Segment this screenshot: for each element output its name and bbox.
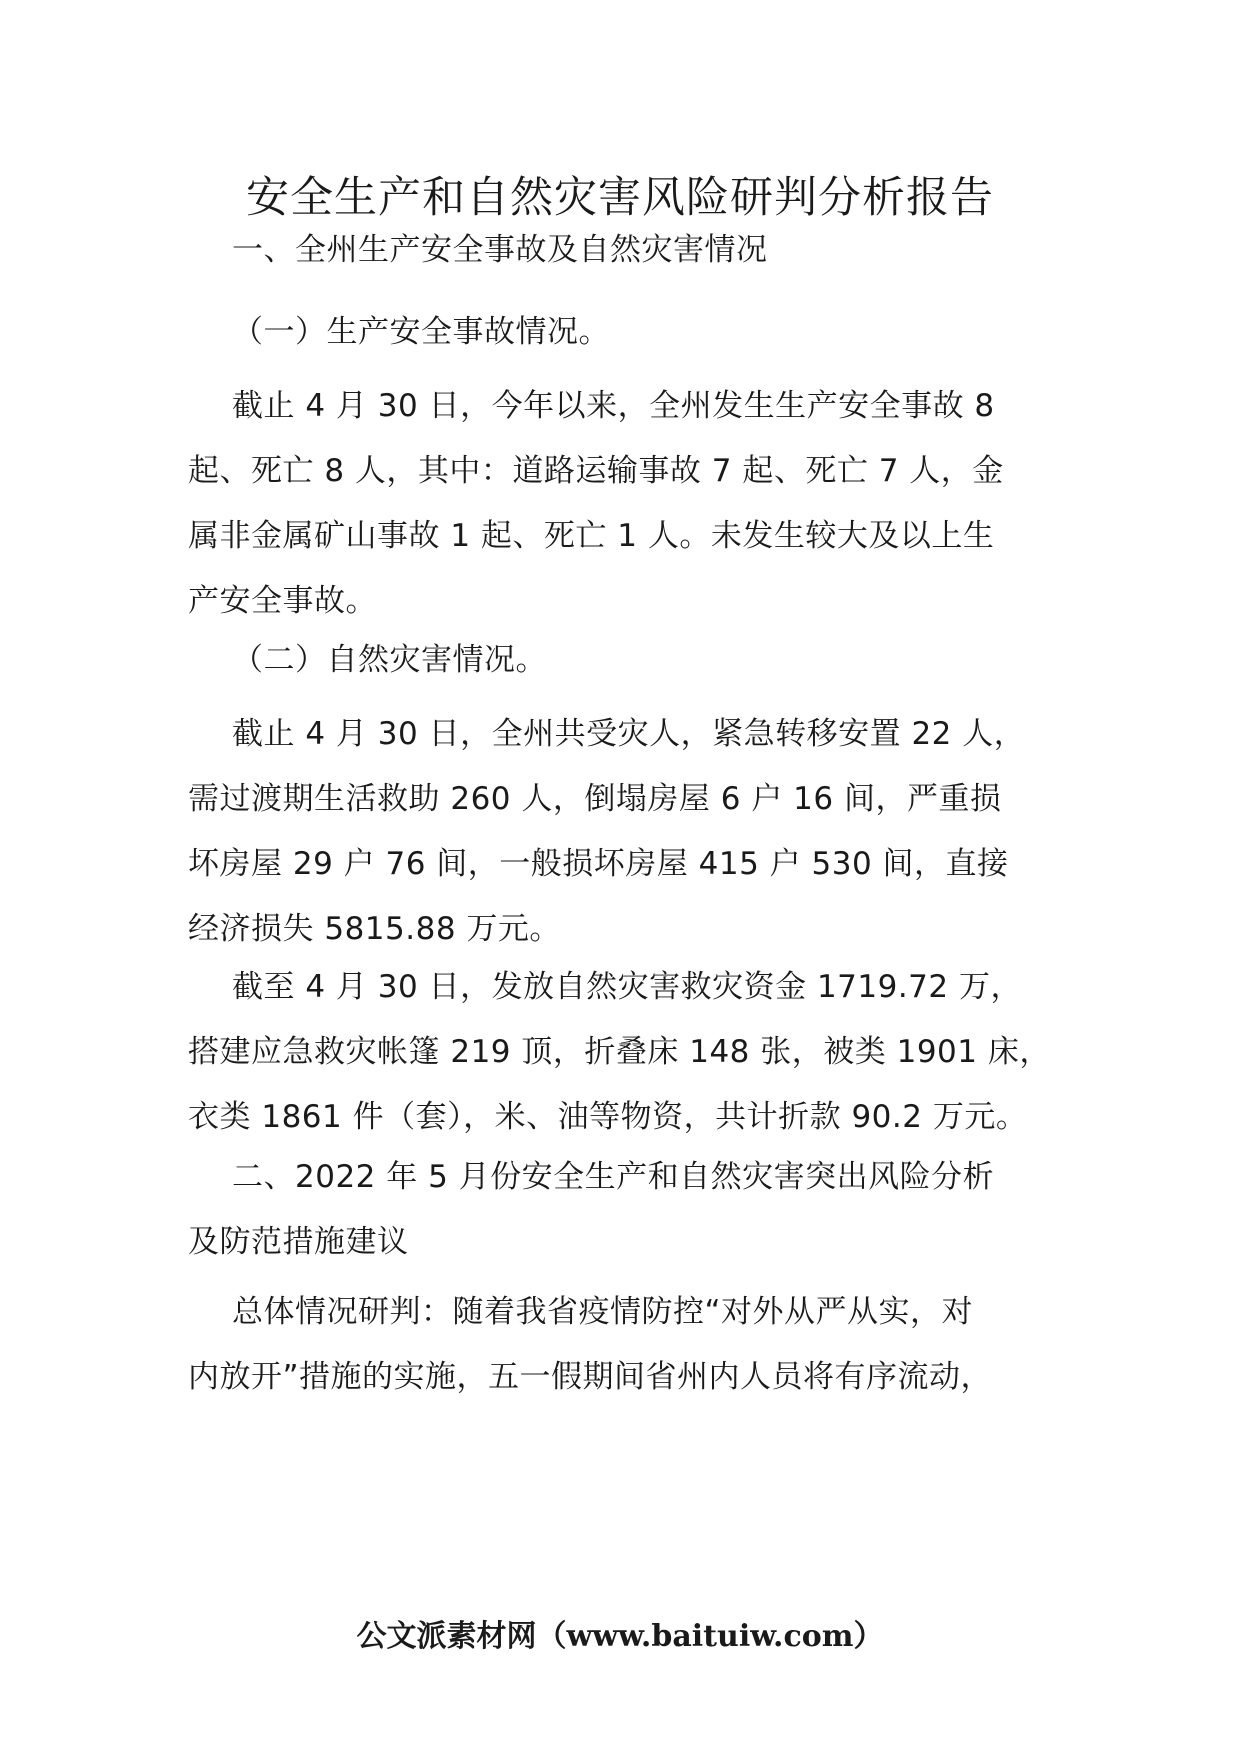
subsection-heading-1	[188, 300, 1088, 365]
text-line: （一）生产安全事故情况。	[232, 314, 610, 350]
footer-watermark-text: 公文派素材网（www.baituiw.com）	[356, 1619, 884, 1654]
text-line: 衣类 1861 件（套），米、油等物资，共计折款 90.2 万元。	[188, 1099, 1028, 1135]
text-line: 总体情况研判：随着我省疫情防控“对外从严从实，对	[232, 1294, 974, 1330]
section-heading-1	[188, 218, 1088, 283]
text-line: 截止 4 月 30 日，全州共受灾人，紧急转移安置 22 人，	[232, 716, 1026, 752]
text-line: 及防范措施建议	[188, 1224, 409, 1260]
text-line: 产安全事故。	[188, 583, 377, 619]
text-line: 搭建应急救灾帐篷 219 顶，折叠床 148 张，被类 1901 床，	[188, 1034, 1051, 1070]
text-line: 截止 4 月 30 日，今年以来，全州发生生产安全事故 8	[232, 388, 995, 424]
section-heading-2	[188, 1145, 1088, 1275]
text-line: 二、2022 年 5 月份安全生产和自然灾害突出风险分析	[232, 1159, 995, 1195]
text-line: 属非金属矿山事故 1 起、死亡 1 人。未发生较大及以上生	[188, 518, 995, 554]
text-line: 截至 4 月 30 日，发放自然灾害救灾资金 1719.72 万，	[232, 969, 1022, 1005]
text-line: 起、死亡 8 人，其中：道路运输事故 7 起、死亡 7 人，金	[188, 453, 1004, 489]
text-line: 一、全州生产安全事故及自然灾害情况	[232, 232, 768, 268]
paragraph-overall-assessment	[188, 1280, 1088, 1410]
subsection-heading-2	[188, 628, 1088, 693]
text-line: 需过渡期生活救助 260 人，倒塌房屋 6 户 16 间，严重损	[188, 781, 1002, 817]
text-line: 经济损失 5815.88 万元。	[188, 911, 561, 947]
text-line: 坏房屋 29 户 76 间，一般损坏房屋 415 户 530 间，直接	[188, 846, 1009, 882]
text-line: （二）自然灾害情况。	[232, 642, 547, 678]
paragraph-accidents	[188, 374, 1088, 634]
paragraph-relief-funds	[188, 955, 1088, 1150]
paragraph-disasters	[188, 702, 1088, 962]
text-line: 内放开”措施的实施，五一假期间省州内人员将有序流动，	[188, 1359, 993, 1395]
document-title: 安全生产和自然灾害风险研判分析报告	[246, 173, 994, 223]
